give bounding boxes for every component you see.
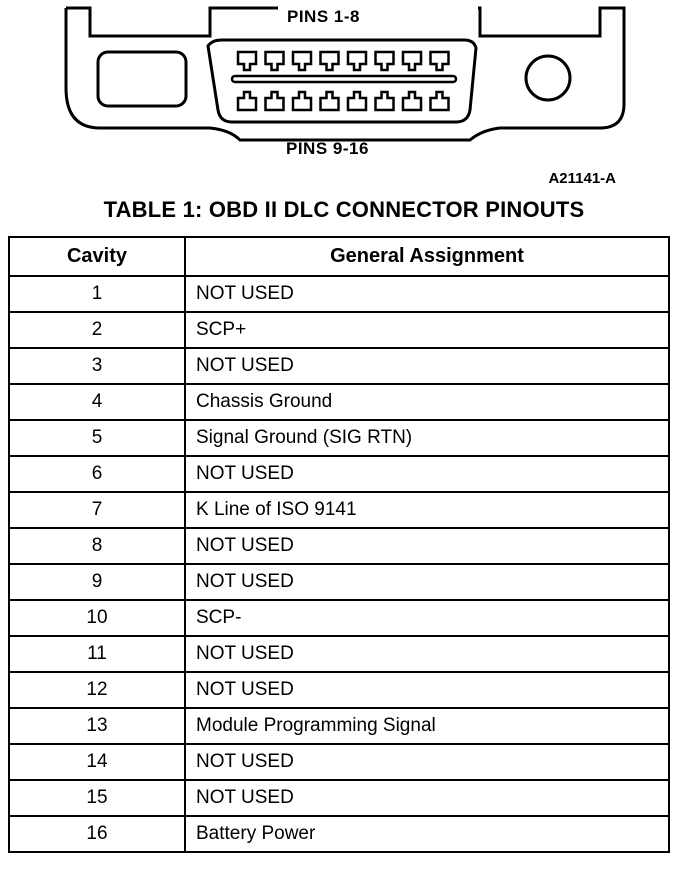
assignment-cell: SCP+ — [185, 312, 669, 348]
cavity-cell: 12 — [9, 672, 185, 708]
pins-bottom-label: PINS 9-16 — [286, 139, 369, 158]
latch-slot — [98, 52, 186, 106]
assignment-cell: Module Programming Signal — [185, 708, 669, 744]
table-row — [9, 636, 669, 672]
table-title: TABLE 1: OBD II DLC CONNECTOR PINOUTS — [103, 197, 585, 222]
connector-housing-left — [66, 8, 278, 36]
cavity-cell: 4 — [9, 384, 185, 420]
cavity-header: Cavity — [9, 237, 185, 276]
table-row — [9, 348, 669, 384]
cavity-cell: 2 — [9, 312, 185, 348]
assignment-cell: K Line of ISO 9141 — [185, 492, 669, 528]
cavity-cell: 5 — [9, 420, 185, 456]
assignment-cell: NOT USED — [185, 636, 669, 672]
cavity-cell: 15 — [9, 780, 185, 816]
mounting-hole — [526, 56, 570, 100]
cavity-cell: 7 — [9, 492, 185, 528]
assignment-cell: SCP- — [185, 600, 669, 636]
table-row — [9, 600, 669, 636]
table-row — [9, 420, 669, 456]
cavity-cell: 10 — [9, 600, 185, 636]
assignment-cell: Signal Ground (SIG RTN) — [185, 420, 669, 456]
cavity-cell: 9 — [9, 564, 185, 600]
cavity-cell: 6 — [9, 456, 185, 492]
cavity-cell: 14 — [9, 744, 185, 780]
pinout-table — [8, 236, 670, 853]
table-row — [9, 780, 669, 816]
table-row — [9, 492, 669, 528]
cavity-cell: 1 — [9, 276, 185, 312]
table-row — [9, 276, 669, 312]
cavity-cell: 16 — [9, 816, 185, 852]
table-row — [9, 672, 669, 708]
assignment-cell: NOT USED — [185, 456, 669, 492]
assignment-cell: NOT USED — [185, 528, 669, 564]
figure-id: A21141-A — [548, 170, 616, 187]
table-row — [9, 744, 669, 780]
assignment-cell: NOT USED — [185, 348, 669, 384]
cavity-cell: 8 — [9, 528, 185, 564]
pinout-table-body — [9, 276, 669, 852]
table-row — [9, 456, 669, 492]
table-row — [9, 708, 669, 744]
table-row — [9, 384, 669, 420]
assignment-cell: NOT USED — [185, 744, 669, 780]
assignment-cell: NOT USED — [185, 672, 669, 708]
table-row — [9, 564, 669, 600]
assignment-cell: NOT USED — [185, 564, 669, 600]
assignment-cell: Battery Power — [185, 816, 669, 852]
table-header-row — [9, 237, 669, 276]
cavity-cell: 13 — [9, 708, 185, 744]
assignment-cell: NOT USED — [185, 276, 669, 312]
table-row — [9, 528, 669, 564]
cavity-cell: 11 — [9, 636, 185, 672]
table-row — [9, 816, 669, 852]
pins-top-label: PINS 1-8 — [287, 7, 360, 26]
assignment-cell: Chassis Ground — [185, 384, 669, 420]
assignment-cell: NOT USED — [185, 780, 669, 816]
assignment-header: General Assignment — [185, 237, 669, 276]
table-row — [9, 312, 669, 348]
cavity-cell: 3 — [9, 348, 185, 384]
